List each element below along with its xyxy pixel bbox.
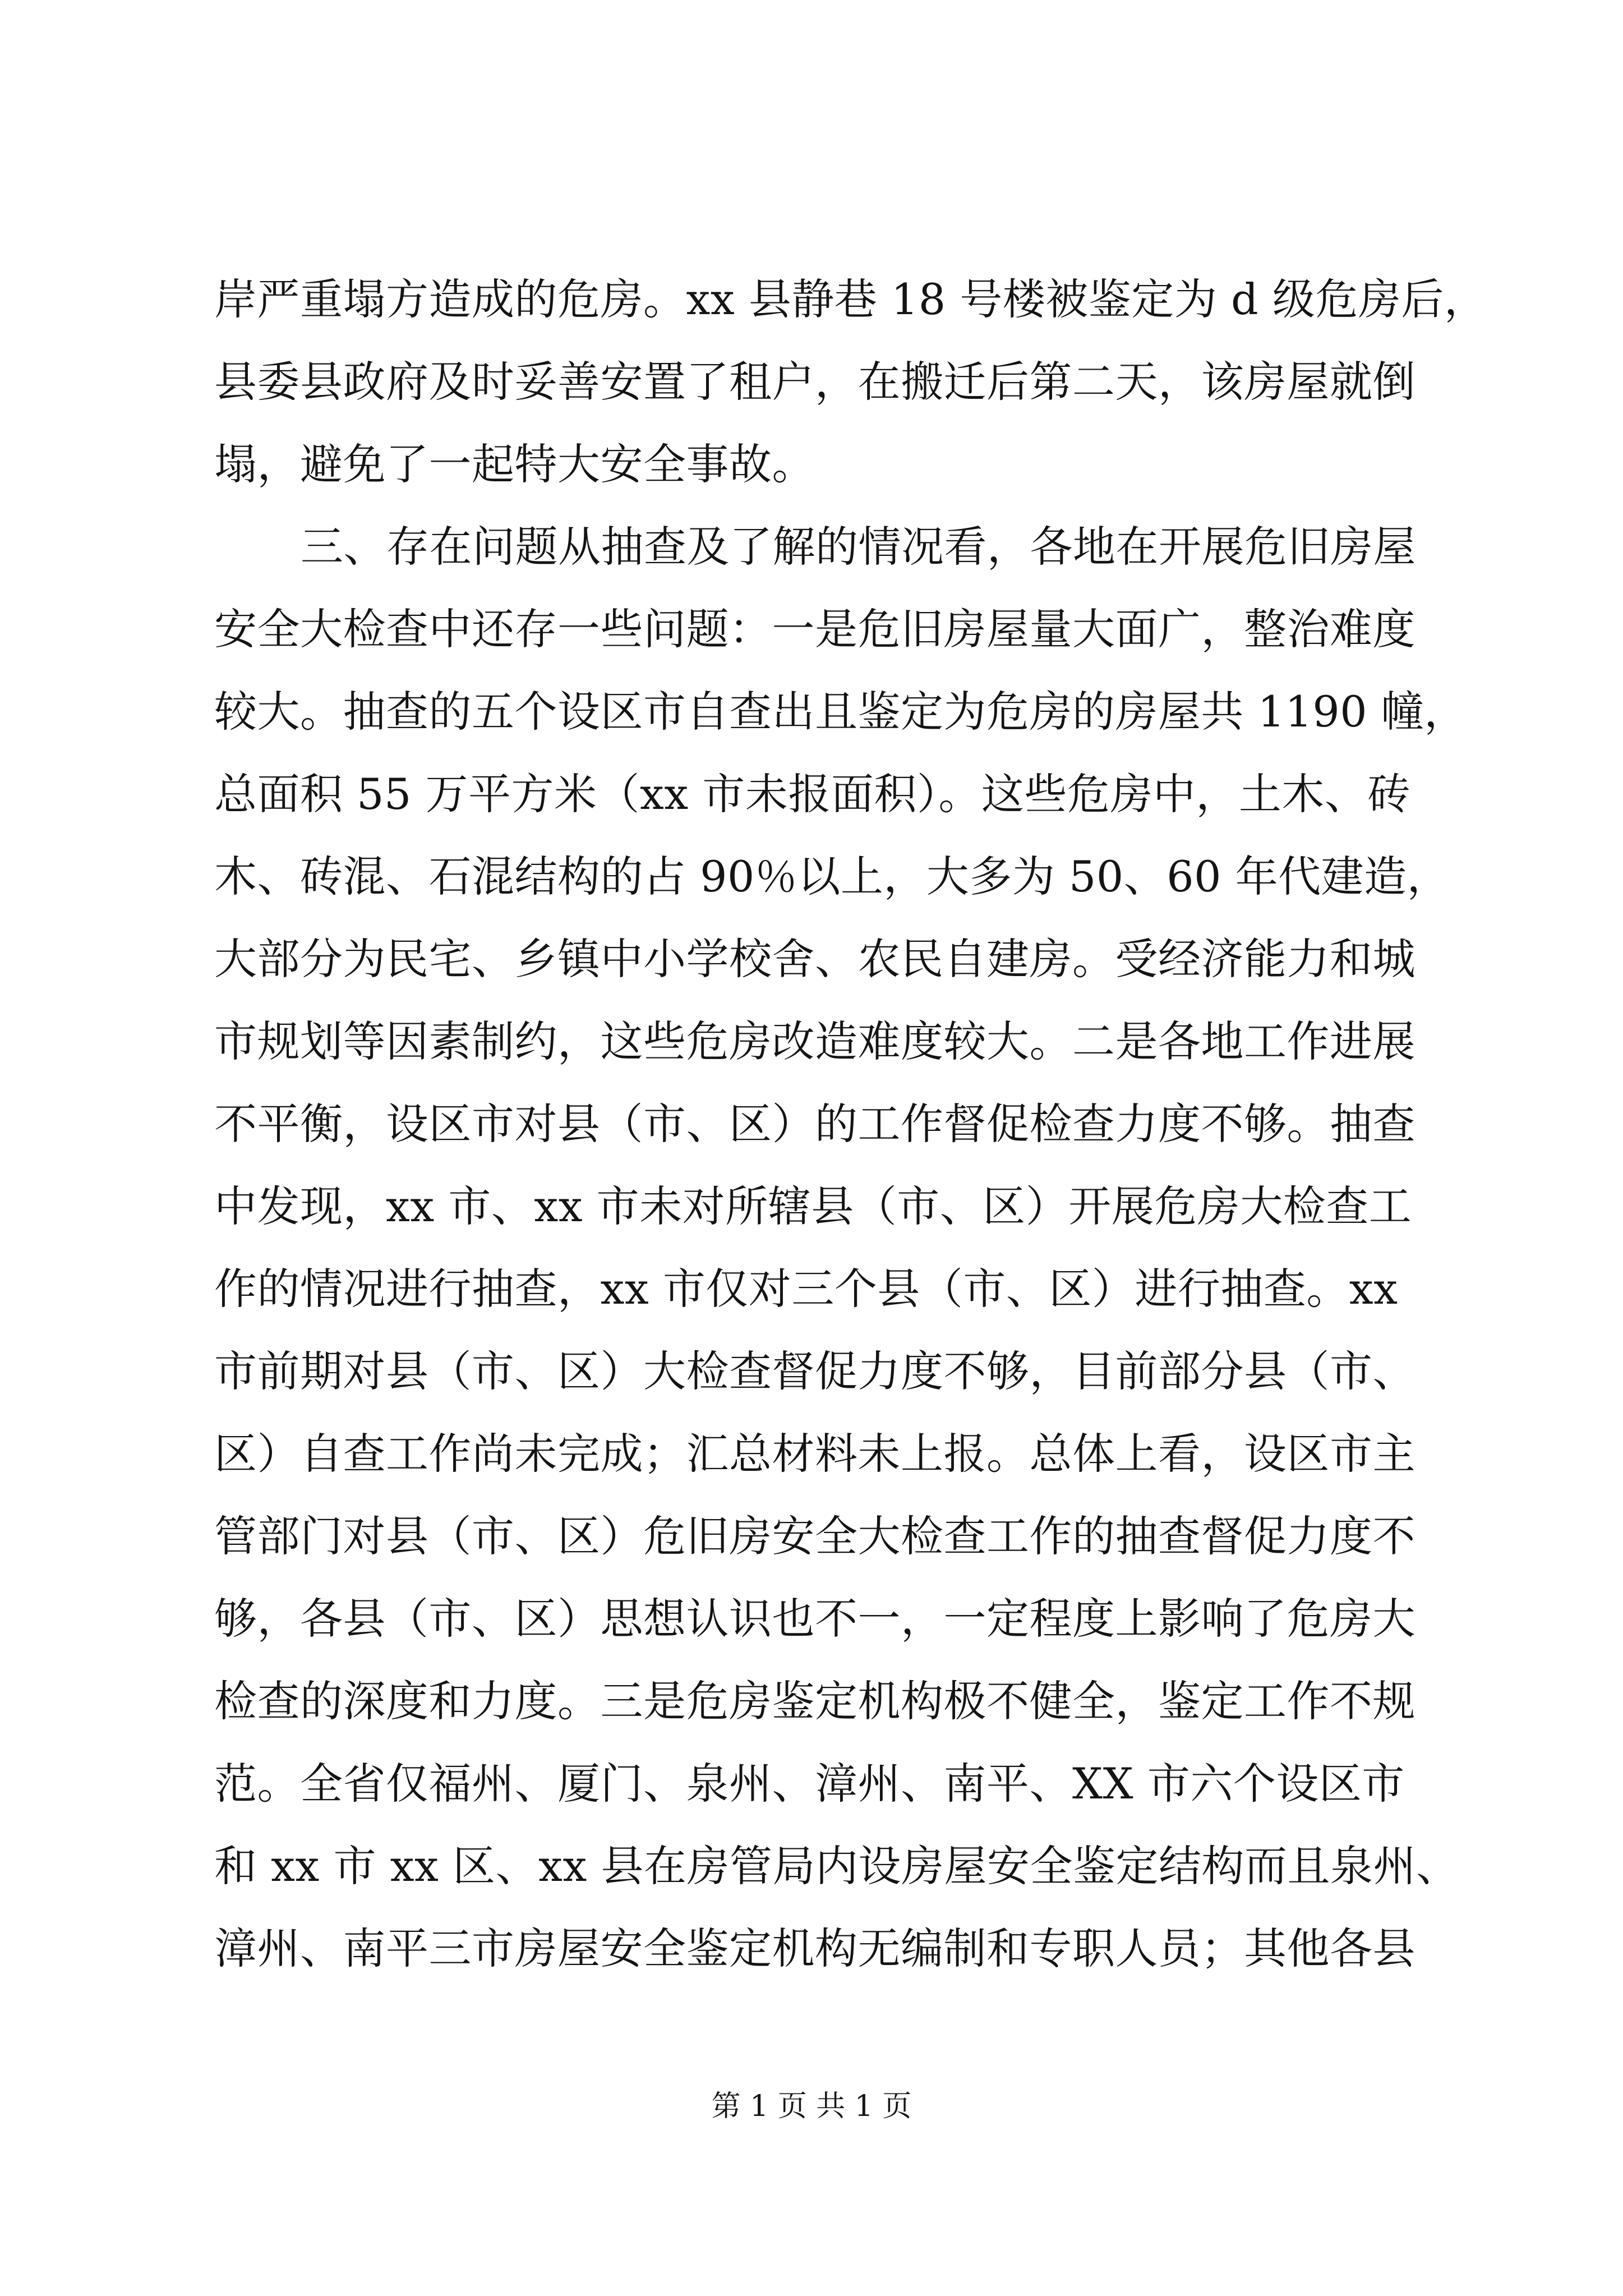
text-line: 市规划等因素制约，这些危房改造难度较大。二是各地工作进展 [214,1016,1415,1066]
text-line: 和 xx 市 xx 区、xx 县在房管局内设房屋安全鉴定结构而且泉州、 [214,1841,1459,1891]
text-line: 漳州、南平三市房屋安全鉴定机构无编制和专职人员；其他各县 [214,1924,1415,1973]
text-line: 岸严重塌方造成的危房。xx 县静巷 18 号楼被鉴定为 d 级危房后， [214,274,1487,324]
text-line: 检查的深度和力度。三是危房鉴定机构极不健全，鉴定工作不规 [214,1676,1415,1726]
text-line: 不平衡，设区市对县（市、区）的工作督促检查力度不够。抽查 [214,1099,1415,1149]
text-line: 塌，避免了一起特大安全事故。 [214,439,815,489]
text-line: 区）自查工作尚未完成；汇总材料未上报。总体上看，设区市主 [214,1429,1415,1479]
text-line: 中发现，xx 市、xx 市未对所辖县（市、区）开展危房大检查工 [214,1181,1412,1231]
text-line: 县委县政府及时妥善安置了租户，在搬迁后第二天，该房屋就倒 [214,357,1415,407]
text-line: 安全大检查中还存一些问题：一是危旧房屋量大面广，整治难度 [214,604,1415,654]
text-line: 总面积 55 万平方米（xx 市未报面积）。这些危房中，土木、砖 [214,769,1410,819]
text-line: 作的情况进行抽查，xx 市仅对三个县（市、区）进行抽查。xx [214,1264,1398,1314]
text-line: 管部门对县（市、区）危旧房安全大检查工作的抽查督促力度不 [214,1511,1415,1561]
body-text [214,258,1487,1990]
text-line: 较大。抽查的五个设区市自查出且鉴定为危房的房屋共 1190 幢， [214,687,1467,737]
section-heading-line: 三、存在问题从抽查及了解的情况看，各地在开展危旧房屋 [301,522,1416,572]
page-number-footer: 第 1 页 共 1 页 [711,2090,912,2123]
text-line: 木、砖混、石混结构的占 90％以上，大多为 50、60 年代建造， [214,852,1450,901]
text-line: 够，各县（市、区）思想认识也不一，一定程度上影响了危房大 [214,1594,1415,1644]
text-line: 市前期对县（市、区）大检查督促力度不够，目前部分县（市、 [214,1346,1415,1396]
text-line: 大部分为民宅、乡镇中小学校舍、农民自建房。受经济能力和城 [214,934,1415,984]
text-line: 范。全省仅福州、厦门、泉州、漳州、南平、XX 市六个设区市 [214,1759,1405,1809]
